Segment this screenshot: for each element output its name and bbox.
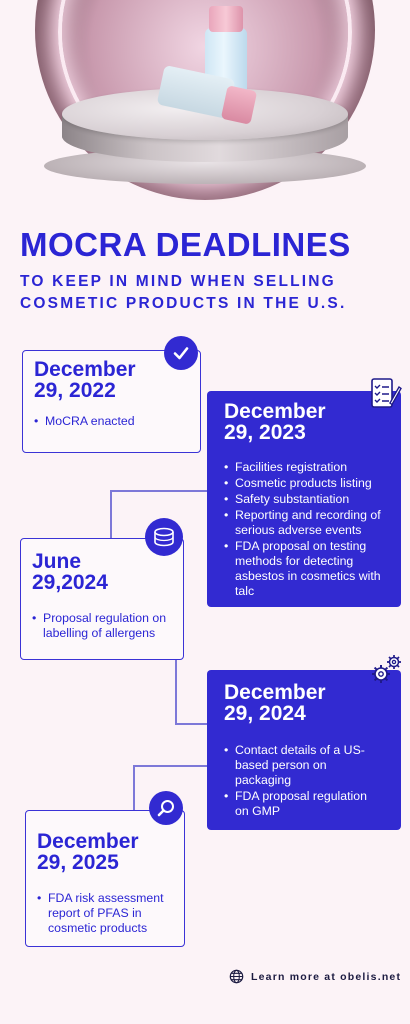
list-item: • FDA proposal on testing methods for detecting asbestos in cosmetics with talc	[224, 539, 384, 599]
card-list	[37, 891, 173, 936]
checklist-icon	[370, 377, 402, 416]
connector-line	[133, 765, 207, 767]
timeline-card-2023	[207, 391, 401, 607]
list-item: • FDA proposal regulation on GMP	[224, 789, 384, 819]
list-item: • Reporting and recording of serious adverse events	[224, 508, 384, 538]
page-subtitle: TO KEEP IN MIND WHEN SELLING COSMETIC PRODUCTS IN THE U.S.	[20, 273, 347, 312]
page-title: MOCRA DEADLINES	[20, 226, 351, 263]
connector-line	[110, 490, 112, 538]
timeline-card-2025	[25, 810, 185, 947]
magnifier-icon	[149, 791, 183, 825]
card-date: December 29, 2023	[224, 400, 326, 444]
card-list	[34, 414, 189, 429]
checkmark-icon	[164, 336, 198, 370]
list-item: • Proposal regulation on labelling of allergens	[32, 611, 172, 641]
connector-line	[175, 660, 177, 724]
connector-line	[175, 723, 207, 725]
list-item: • Cosmetic products listing	[224, 476, 384, 491]
list-item: • Contact details of a US-based person on packaging	[224, 743, 384, 788]
standing-bottle-cap	[209, 6, 243, 32]
list-item: • Facilities registration	[224, 460, 384, 475]
hero-image	[0, 0, 410, 205]
card-date: June 29,2024	[32, 550, 108, 594]
timeline-card-dec-2024	[207, 670, 401, 830]
globe-icon	[229, 969, 244, 984]
card-date: December 29, 2024	[224, 681, 326, 725]
gears-icon	[370, 652, 404, 691]
list-item: • MoCRA enacted	[34, 414, 189, 429]
card-list	[224, 743, 384, 819]
footer-link[interactable]	[229, 969, 401, 984]
cosmetic-jar-icon	[145, 518, 183, 556]
connector-line	[133, 765, 135, 810]
card-date: December 29, 2025	[37, 830, 139, 874]
list-item: • Safety substantiation	[224, 492, 384, 507]
card-list	[32, 611, 172, 641]
card-date: December 29, 2022	[34, 358, 136, 402]
connector-line	[110, 490, 207, 492]
list-item: • FDA risk assessment report of PFAS in cosmetic products	[37, 891, 173, 936]
timeline-card-june-2024	[20, 538, 184, 660]
card-list	[224, 460, 384, 599]
footer-text[interactable]: Learn more at obelis.net	[251, 970, 402, 983]
